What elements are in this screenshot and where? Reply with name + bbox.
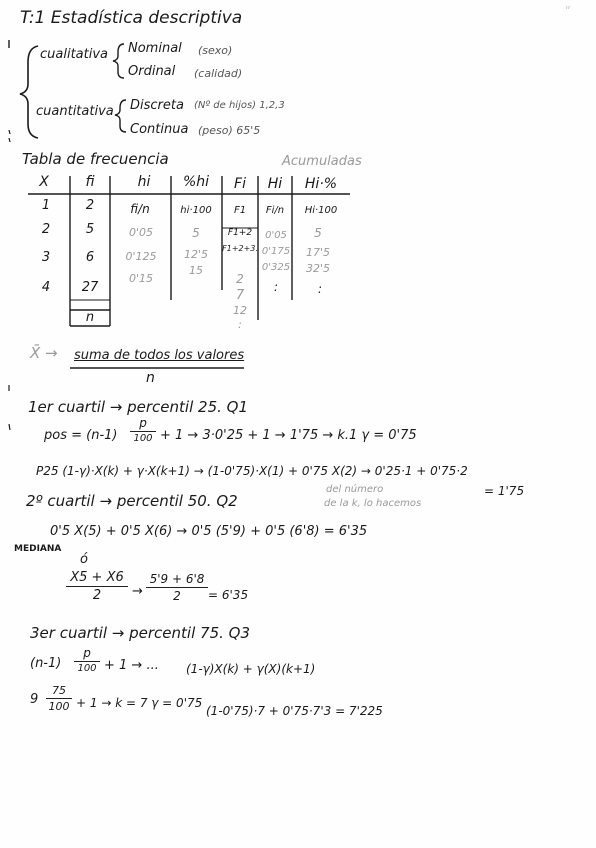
discrete-example: (Nº de hijos) 1,2,3: [194, 100, 285, 111]
header-hi: hi: [137, 174, 151, 190]
q2-fraction-2: [146, 572, 208, 603]
quantitative-label: cuantitativa: [36, 104, 114, 119]
q2-result: = 6'35: [208, 588, 249, 602]
corner-mark: ᵣᵣ: [566, 2, 571, 11]
continuous-example: (peso) 65'5: [198, 124, 261, 137]
q3-calc-fraction: [46, 684, 72, 713]
q2-frac2-bar: [146, 587, 208, 588]
ordinal-label: Ordinal: [128, 64, 176, 79]
q1-fraction-num: p: [139, 416, 147, 430]
q2-arrow: →: [132, 584, 143, 599]
accumulated-label: Acumuladas: [282, 154, 362, 169]
x-value: 3: [41, 250, 51, 265]
formula-hi: fi/n: [130, 202, 150, 216]
fi-value: 6: [85, 250, 95, 265]
q1-annotation-1: del número: [326, 484, 384, 495]
q2-frac1-num: X5 + X6: [70, 570, 124, 585]
header-fi: fi: [85, 174, 95, 190]
q3-fraction-bar: [74, 661, 100, 662]
formula-Hi-pct: Hi·100: [304, 205, 338, 216]
formula-Hi: Fi/n: [265, 205, 285, 216]
q2-frac2-num: 5'9 + 6'8: [149, 572, 205, 586]
q2-frac1-den: 2: [92, 588, 102, 603]
q1-pos-lhs: pos = (n-1): [44, 428, 118, 443]
Fi-value: :: [238, 318, 242, 331]
qualitative-label: cualitativa: [40, 47, 109, 62]
q1-result: = 1'75: [484, 484, 525, 498]
mean-symbol: X̄ →: [30, 344, 58, 362]
q3-calc-den: 100: [48, 700, 70, 713]
Fi-value: F1+2+3.: [222, 244, 258, 253]
q1-p25-formula: P25 (1-γ)·X(k) + γ·X(k+1) → (1-0'75)·X(1) + 0'75 X(2) → 0'25·1 + 0'75·2: [36, 464, 468, 478]
x-value: 2: [41, 222, 51, 237]
q1-fraction-bar: [130, 431, 156, 432]
main-brace: [20, 46, 38, 138]
Hi-pct-value: 32'5: [305, 262, 331, 275]
x-value: 4: [41, 280, 51, 295]
mean-denominator: n: [146, 370, 155, 386]
q1-annotation-2: de la k, lo hacemos: [324, 498, 422, 509]
Fi-value: 12: [233, 304, 247, 317]
Hi-pct-value: :: [317, 282, 323, 296]
nominal-example: (sexo): [198, 44, 233, 57]
q3-calc-c: (1-0'75)·7 + 0'75·7'3 = 7'225: [206, 704, 383, 718]
pct-value: 5: [192, 226, 200, 240]
hi-value: 0'05: [128, 226, 154, 239]
page-title: T:1 Estadística descriptiva: [20, 8, 243, 28]
mean-numerator: suma de todos los valores: [74, 348, 245, 363]
table-caption: Tabla de frecuencia: [22, 150, 169, 168]
Hi-value: 0'325: [261, 262, 291, 273]
formula-Fi: F1: [233, 205, 247, 216]
header-Hi: Hi: [267, 176, 283, 192]
fi-value: 5: [85, 222, 95, 237]
q3-fraction: [74, 646, 100, 674]
ordinal-example: (calidad): [194, 67, 243, 80]
q2-fraction-1: [66, 570, 128, 603]
Hi-value: 0'175: [261, 246, 291, 257]
header-Hi-pct: Hi·%: [304, 176, 338, 192]
q3-lhs: (n-1): [30, 656, 62, 671]
q3-calc-num: 75: [52, 684, 66, 697]
q2-or: ó: [80, 552, 88, 567]
q1-pos-rhs: + 1 → 3·0'25 + 1 → 1'75 → k.1 γ = 0'75: [160, 428, 417, 443]
header-Fi: Fi: [234, 176, 246, 192]
fi-value: 2: [85, 198, 95, 213]
q3-fraction-den: 100: [77, 663, 97, 674]
Fi-value: 2: [236, 272, 244, 286]
q1-heading: 1er cuartil → percentil 25. Q1: [28, 398, 248, 416]
q2-formula: 0'5 X(5) + 0'5 X(6) → 0'5 (5'9) + 0'5 (6'8) = 6'35: [50, 524, 368, 539]
qualitative-brace: [113, 44, 124, 78]
q3-calc-a: 9: [30, 692, 39, 707]
Hi-pct-value: 5: [314, 226, 322, 240]
q1-fraction: [130, 416, 156, 444]
q1-fraction-den: 100: [133, 433, 153, 444]
Hi-value: :: [273, 280, 279, 294]
Fi-value: F1+2: [227, 228, 253, 238]
q2-heading: 2º cuartil → percentil 50. Q2: [26, 492, 238, 510]
quantitative-brace: [115, 100, 126, 132]
q3-calc-bar: [46, 698, 72, 699]
q3-heading: 3er cuartil → percentil 75. Q3: [30, 624, 250, 642]
q3-rhs: + 1 → ...: [104, 658, 159, 673]
nominal-label: Nominal: [128, 41, 182, 56]
x-value: 1: [41, 198, 51, 213]
q3-calc-b: + 1 → k = 7 γ = 0'75: [76, 696, 203, 710]
Fi-value: 7: [235, 288, 245, 303]
discrete-label: Discreta: [130, 98, 184, 113]
Hi-pct-value: 17'5: [305, 246, 331, 259]
fi-value: 27: [81, 280, 99, 295]
median-label: MEDIANA: [14, 544, 62, 554]
q3-fraction-num: p: [83, 646, 91, 660]
fi-total: n: [85, 310, 95, 325]
hi-value: 0'15: [128, 272, 154, 285]
pct-value: 12'5: [183, 248, 209, 261]
pct-value: 15: [189, 264, 203, 277]
Hi-value: 0'05: [265, 230, 287, 241]
q2-frac1-bar: [66, 586, 128, 587]
q3-formula: (1-γ)X(k) + γ(X)(k+1): [186, 662, 316, 676]
header-pct-hi: %hi: [182, 174, 210, 190]
continuous-label: Continua: [130, 122, 189, 137]
header-x: X: [39, 174, 49, 190]
formula-pct: hi·100: [180, 205, 212, 216]
hi-value: 0'125: [125, 250, 157, 263]
q2-frac2-den: 2: [173, 589, 181, 603]
